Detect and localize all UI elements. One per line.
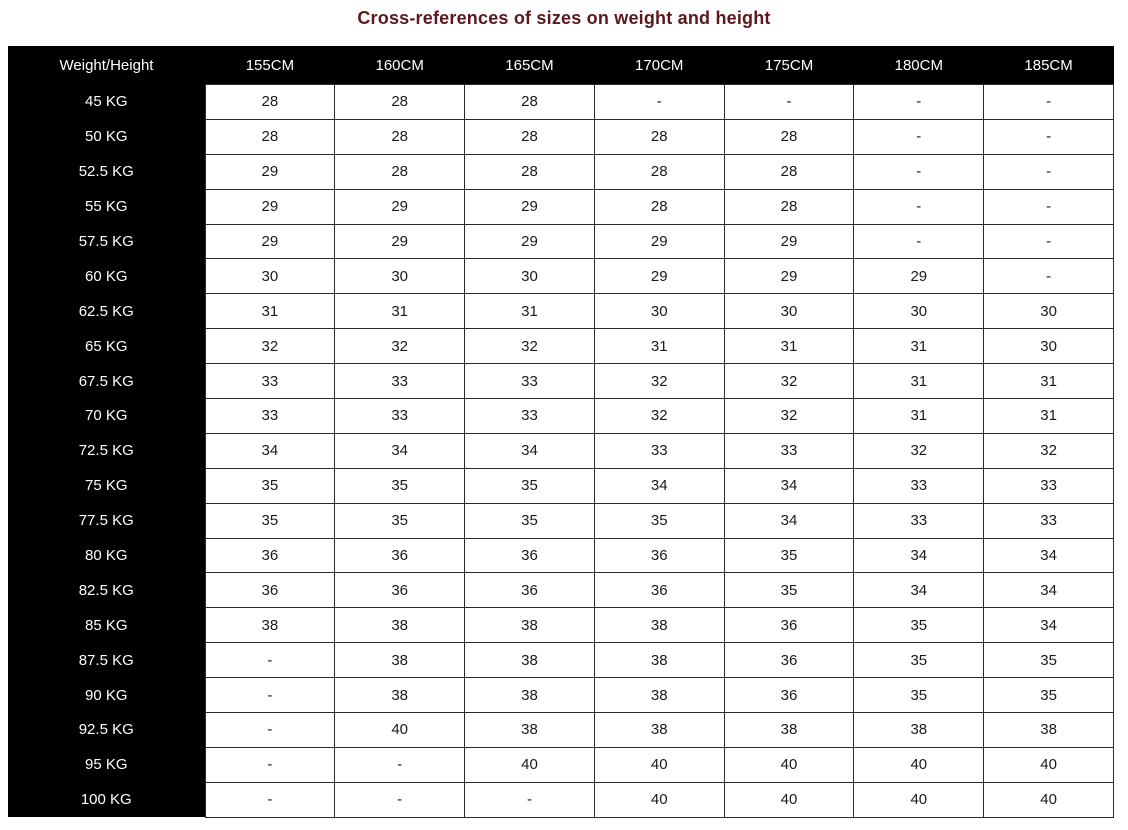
table-row bbox=[8, 189, 1114, 224]
row-label: 75 KG bbox=[8, 468, 205, 503]
size-cell: 30 bbox=[594, 294, 724, 329]
row-label: 65 KG bbox=[8, 329, 205, 364]
size-cell: 28 bbox=[465, 154, 595, 189]
column-header-185cm: 185CM bbox=[984, 46, 1114, 85]
row-label: 50 KG bbox=[8, 119, 205, 154]
size-cell: 34 bbox=[984, 573, 1114, 608]
size-cell: - bbox=[594, 85, 724, 120]
size-cell: 31 bbox=[854, 364, 984, 399]
size-chart-table bbox=[8, 46, 1114, 818]
size-cell: - bbox=[205, 678, 335, 713]
size-cell: 36 bbox=[724, 643, 854, 678]
size-cell: 28 bbox=[594, 154, 724, 189]
row-label: 62.5 KG bbox=[8, 294, 205, 329]
size-cell: 32 bbox=[984, 433, 1114, 468]
size-cell: 32 bbox=[465, 329, 595, 364]
size-cell: 34 bbox=[465, 433, 595, 468]
table-row bbox=[8, 782, 1114, 817]
size-cell: 29 bbox=[854, 259, 984, 294]
size-cell: 31 bbox=[205, 294, 335, 329]
table-row bbox=[8, 294, 1114, 329]
row-label: 55 KG bbox=[8, 189, 205, 224]
size-cell: 40 bbox=[854, 747, 984, 782]
column-header-175cm: 175CM bbox=[724, 46, 854, 85]
row-label: 57.5 KG bbox=[8, 224, 205, 259]
size-cell: - bbox=[465, 782, 595, 817]
size-cell: 32 bbox=[594, 399, 724, 434]
size-cell: 31 bbox=[984, 399, 1114, 434]
size-cell: - bbox=[724, 85, 854, 120]
size-cell: 29 bbox=[465, 224, 595, 259]
size-cell: - bbox=[984, 224, 1114, 259]
size-cell: 40 bbox=[335, 713, 465, 748]
size-cell: 28 bbox=[335, 154, 465, 189]
size-cell: 33 bbox=[335, 364, 465, 399]
row-label: 72.5 KG bbox=[8, 433, 205, 468]
size-cell: 38 bbox=[335, 643, 465, 678]
size-cell: 33 bbox=[724, 433, 854, 468]
size-cell: 29 bbox=[465, 189, 595, 224]
row-label: 85 KG bbox=[8, 608, 205, 643]
size-cell: 32 bbox=[335, 329, 465, 364]
size-cell: 33 bbox=[465, 399, 595, 434]
size-cell: 35 bbox=[854, 643, 984, 678]
size-cell: 35 bbox=[854, 608, 984, 643]
table-row bbox=[8, 608, 1114, 643]
size-cell: 28 bbox=[335, 119, 465, 154]
row-label: 60 KG bbox=[8, 259, 205, 294]
size-cell: 29 bbox=[205, 189, 335, 224]
size-cell: - bbox=[984, 154, 1114, 189]
size-cell: - bbox=[854, 85, 984, 120]
size-cell: 33 bbox=[594, 433, 724, 468]
size-cell: 38 bbox=[984, 713, 1114, 748]
size-cell: 28 bbox=[205, 119, 335, 154]
size-cell: 30 bbox=[465, 259, 595, 294]
size-cell: 33 bbox=[205, 399, 335, 434]
size-cell: 31 bbox=[724, 329, 854, 364]
size-cell: 35 bbox=[465, 503, 595, 538]
row-label: 95 KG bbox=[8, 747, 205, 782]
size-cell: 30 bbox=[854, 294, 984, 329]
size-cell: 38 bbox=[724, 713, 854, 748]
size-cell: - bbox=[205, 713, 335, 748]
row-label: 70 KG bbox=[8, 399, 205, 434]
table-row bbox=[8, 678, 1114, 713]
size-cell: 38 bbox=[335, 678, 465, 713]
size-cell: 40 bbox=[984, 747, 1114, 782]
size-cell: 29 bbox=[594, 259, 724, 294]
size-cell: 35 bbox=[724, 538, 854, 573]
size-cell: 31 bbox=[854, 329, 984, 364]
size-cell: 32 bbox=[205, 329, 335, 364]
size-cell: 38 bbox=[465, 713, 595, 748]
size-cell: - bbox=[854, 154, 984, 189]
size-cell: 29 bbox=[724, 259, 854, 294]
table-row bbox=[8, 747, 1114, 782]
size-cell: 38 bbox=[335, 608, 465, 643]
size-cell: 35 bbox=[724, 573, 854, 608]
size-cell: - bbox=[205, 747, 335, 782]
row-label: 82.5 KG bbox=[8, 573, 205, 608]
size-cell: 29 bbox=[335, 224, 465, 259]
size-cell: 38 bbox=[594, 608, 724, 643]
size-cell: 32 bbox=[724, 364, 854, 399]
size-cell: 38 bbox=[465, 678, 595, 713]
row-label: 77.5 KG bbox=[8, 503, 205, 538]
row-label: 92.5 KG bbox=[8, 713, 205, 748]
column-header-155cm: 155CM bbox=[205, 46, 335, 85]
row-label: 90 KG bbox=[8, 678, 205, 713]
size-cell: 30 bbox=[335, 259, 465, 294]
size-cell: 32 bbox=[724, 399, 854, 434]
size-cell: 34 bbox=[854, 573, 984, 608]
size-cell: 36 bbox=[335, 538, 465, 573]
column-header-160cm: 160CM bbox=[335, 46, 465, 85]
size-cell: 38 bbox=[594, 713, 724, 748]
size-cell: 38 bbox=[854, 713, 984, 748]
size-cell: 30 bbox=[984, 329, 1114, 364]
size-cell: 29 bbox=[724, 224, 854, 259]
table-row bbox=[8, 224, 1114, 259]
size-cell: 31 bbox=[984, 364, 1114, 399]
size-cell: 28 bbox=[594, 189, 724, 224]
row-label: 87.5 KG bbox=[8, 643, 205, 678]
size-cell: 36 bbox=[594, 538, 724, 573]
size-cell: 36 bbox=[724, 678, 854, 713]
table-row bbox=[8, 85, 1114, 120]
size-cell: 30 bbox=[984, 294, 1114, 329]
size-cell: 36 bbox=[465, 538, 595, 573]
size-cell: - bbox=[984, 189, 1114, 224]
size-cell: 33 bbox=[465, 364, 595, 399]
size-cell: 35 bbox=[465, 468, 595, 503]
size-cell: 29 bbox=[205, 154, 335, 189]
size-cell: 35 bbox=[854, 678, 984, 713]
table-row bbox=[8, 713, 1114, 748]
table-row bbox=[8, 154, 1114, 189]
size-cell: 32 bbox=[594, 364, 724, 399]
size-cell: 33 bbox=[335, 399, 465, 434]
size-cell: 40 bbox=[594, 782, 724, 817]
column-header-165cm: 165CM bbox=[465, 46, 595, 85]
size-cell: 35 bbox=[984, 643, 1114, 678]
column-header-180cm: 180CM bbox=[854, 46, 984, 85]
table-row bbox=[8, 399, 1114, 434]
size-cell: 35 bbox=[594, 503, 724, 538]
header-row bbox=[8, 46, 1114, 85]
size-cell: 35 bbox=[335, 503, 465, 538]
size-cell: 29 bbox=[594, 224, 724, 259]
size-cell: 31 bbox=[335, 294, 465, 329]
row-label: 67.5 KG bbox=[8, 364, 205, 399]
row-label: 80 KG bbox=[8, 538, 205, 573]
size-cell: - bbox=[335, 747, 465, 782]
table-row bbox=[8, 573, 1114, 608]
table-row bbox=[8, 433, 1114, 468]
size-cell: 33 bbox=[854, 503, 984, 538]
size-cell: - bbox=[205, 643, 335, 678]
row-label: 100 KG bbox=[8, 782, 205, 817]
page-title: Cross-references of sizes on weight and height bbox=[357, 8, 771, 28]
size-cell: 35 bbox=[205, 468, 335, 503]
size-cell: 36 bbox=[205, 573, 335, 608]
size-cell: 36 bbox=[594, 573, 724, 608]
size-cell: 38 bbox=[465, 643, 595, 678]
size-cell: 28 bbox=[594, 119, 724, 154]
size-cell: 35 bbox=[984, 678, 1114, 713]
size-cell: 35 bbox=[335, 468, 465, 503]
size-cell: 36 bbox=[724, 608, 854, 643]
size-cell: 33 bbox=[984, 503, 1114, 538]
corner-header: Weight/Height bbox=[8, 46, 205, 85]
size-cell: 30 bbox=[205, 259, 335, 294]
size-cell: 40 bbox=[724, 747, 854, 782]
size-cell: 33 bbox=[984, 468, 1114, 503]
size-cell: 28 bbox=[335, 85, 465, 120]
table-row bbox=[8, 503, 1114, 538]
size-cell: 38 bbox=[465, 608, 595, 643]
size-cell: 31 bbox=[854, 399, 984, 434]
size-cell: 28 bbox=[724, 189, 854, 224]
table-row bbox=[8, 468, 1114, 503]
size-cell: 36 bbox=[465, 573, 595, 608]
size-cell: 33 bbox=[205, 364, 335, 399]
size-cell: 38 bbox=[205, 608, 335, 643]
table-row bbox=[8, 329, 1114, 364]
size-cell: 40 bbox=[724, 782, 854, 817]
size-cell: - bbox=[984, 119, 1114, 154]
size-cell: 28 bbox=[205, 85, 335, 120]
size-cell: 30 bbox=[724, 294, 854, 329]
size-cell: - bbox=[984, 259, 1114, 294]
table-row bbox=[8, 119, 1114, 154]
table-row bbox=[8, 259, 1114, 294]
size-cell: 38 bbox=[594, 643, 724, 678]
size-cell: 28 bbox=[724, 154, 854, 189]
size-cell: 29 bbox=[335, 189, 465, 224]
size-cell: 34 bbox=[854, 538, 984, 573]
size-cell: 34 bbox=[205, 433, 335, 468]
size-cell: 33 bbox=[854, 468, 984, 503]
size-cell: - bbox=[854, 189, 984, 224]
size-cell: 34 bbox=[724, 468, 854, 503]
size-cell: 28 bbox=[465, 119, 595, 154]
size-cell: 36 bbox=[205, 538, 335, 573]
column-header-170cm: 170CM bbox=[594, 46, 724, 85]
size-cell: 34 bbox=[724, 503, 854, 538]
size-cell: - bbox=[854, 119, 984, 154]
size-cell: 40 bbox=[594, 747, 724, 782]
size-cell: 28 bbox=[724, 119, 854, 154]
size-cell: - bbox=[984, 85, 1114, 120]
size-cell: 40 bbox=[465, 747, 595, 782]
size-cell: 29 bbox=[205, 224, 335, 259]
size-cell: 32 bbox=[854, 433, 984, 468]
row-label: 45 KG bbox=[8, 85, 205, 120]
size-cell: - bbox=[854, 224, 984, 259]
size-cell: 40 bbox=[854, 782, 984, 817]
size-cell: 34 bbox=[984, 608, 1114, 643]
size-cell: 28 bbox=[465, 85, 595, 120]
size-cell: - bbox=[335, 782, 465, 817]
table-row bbox=[8, 643, 1114, 678]
size-cell: 35 bbox=[205, 503, 335, 538]
row-label: 52.5 KG bbox=[8, 154, 205, 189]
size-cell: 34 bbox=[335, 433, 465, 468]
size-cell: 38 bbox=[594, 678, 724, 713]
size-cell: - bbox=[205, 782, 335, 817]
table-row bbox=[8, 538, 1114, 573]
size-cell: 31 bbox=[594, 329, 724, 364]
table-row bbox=[8, 364, 1114, 399]
size-cell: 34 bbox=[594, 468, 724, 503]
size-cell: 40 bbox=[984, 782, 1114, 817]
size-cell: 34 bbox=[984, 538, 1114, 573]
size-cell: 31 bbox=[465, 294, 595, 329]
size-cell: 36 bbox=[335, 573, 465, 608]
